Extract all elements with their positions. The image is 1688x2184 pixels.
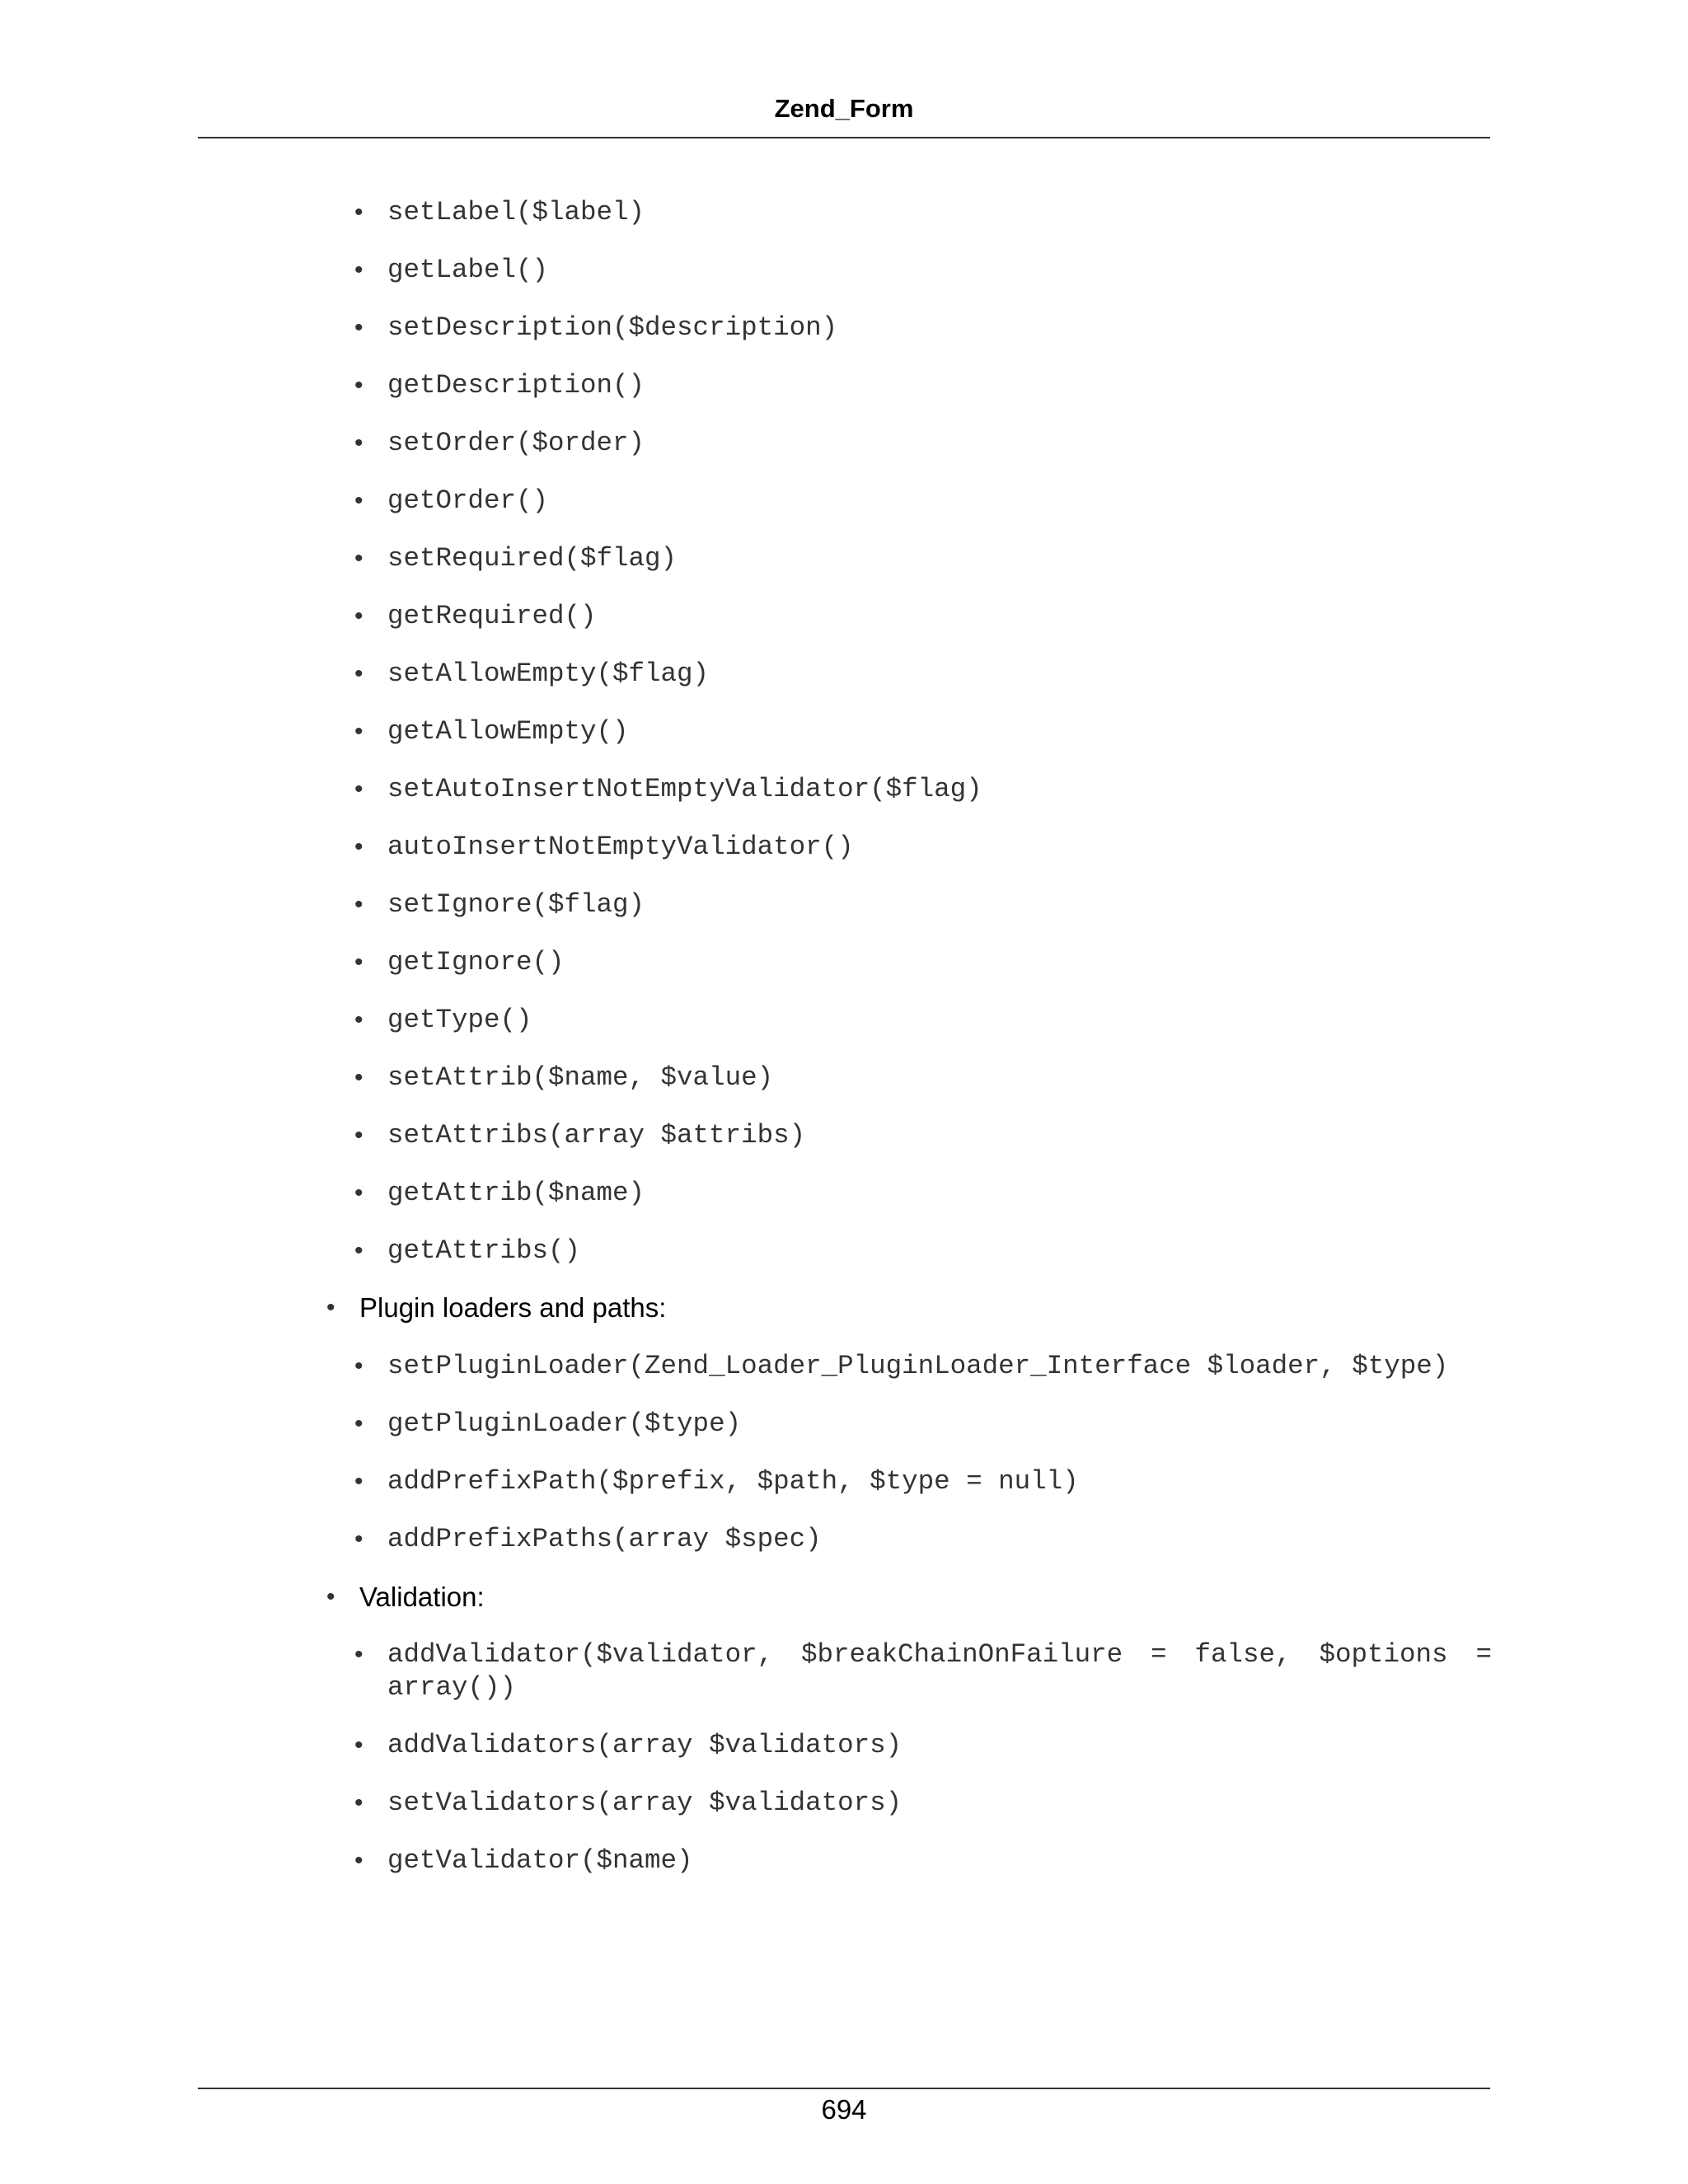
bullet: • <box>354 1641 363 1668</box>
bullet: • <box>354 256 363 284</box>
bullet: • <box>354 1732 363 1759</box>
method-signature: setAttribs(array $attribs) <box>387 1120 806 1151</box>
bullet: • <box>354 545 363 572</box>
bullet: • <box>354 660 363 687</box>
bullet: • <box>354 487 363 514</box>
method-signature: getLabel() <box>387 255 549 285</box>
bullet: • <box>326 1294 335 1321</box>
page-header-title: Zend_Form <box>774 94 914 123</box>
method-signature: setRequired($flag) <box>387 543 678 574</box>
section-label: Plugin loaders and paths: <box>359 1292 667 1323</box>
method-signature: getValidator($name) <box>387 1845 693 1876</box>
method-signature: addValidator($validator, $breakChainOnFailure = false, $options = array()) <box>387 1639 1492 1703</box>
method-signature: addValidators(array $validators) <box>387 1730 903 1760</box>
bullet: • <box>354 1352 363 1380</box>
bullet: • <box>354 1847 363 1874</box>
bullet: • <box>354 1122 363 1149</box>
bullet: • <box>354 1410 363 1437</box>
method-signature: getAllowEmpty() <box>387 716 629 747</box>
method-signature: setValidators(array $validators) <box>387 1788 903 1818</box>
bullet: • <box>354 1789 363 1816</box>
method-signature: setIgnore($flag) <box>387 889 645 920</box>
bullet: • <box>354 1064 363 1091</box>
list-item <box>354 1844 693 1976</box>
page-number: 694 <box>821 2094 867 2125</box>
method-signature: getOrder() <box>387 485 549 516</box>
method-signature: setOrder($order) <box>387 428 645 458</box>
bullet: • <box>354 199 363 226</box>
bullet: • <box>354 949 363 976</box>
method-signature: setDescription($description) <box>387 312 838 343</box>
bullet: • <box>354 602 363 630</box>
method-signature: addPrefixPaths(array $spec) <box>387 1524 822 1554</box>
bullet: • <box>354 314 363 341</box>
section-label: Validation: <box>359 1582 485 1612</box>
method-signature: getIgnore() <box>387 947 565 977</box>
bullet: • <box>354 1179 363 1207</box>
method-signature: getAttribs() <box>387 1235 581 1266</box>
method-signature: setPluginLoader(Zend_Loader_PluginLoader_Interface $loader, $type) <box>387 1351 1449 1381</box>
bullet: • <box>354 833 363 860</box>
bullet: • <box>354 429 363 457</box>
method-signature: getPluginLoader($type) <box>387 1408 742 1439</box>
bullet: • <box>354 1006 363 1033</box>
bullet: • <box>354 776 363 803</box>
bullet: • <box>354 372 363 399</box>
method-signature: addPrefixPath($prefix, $path, $type = null) <box>387 1466 1079 1497</box>
footer-divider <box>198 2088 1490 2089</box>
method-signature: getRequired() <box>387 601 597 631</box>
bullet: • <box>354 718 363 745</box>
bullet: • <box>354 891 363 918</box>
method-signature: autoInsertNotEmptyValidator() <box>387 832 854 862</box>
method-signature: setAttrib($name, $value) <box>387 1062 774 1093</box>
method-signature: getType() <box>387 1005 532 1035</box>
method-signature: setAutoInsertNotEmptyValidator($flag) <box>387 774 982 804</box>
method-signature: getAttrib($name) <box>387 1178 645 1208</box>
bullet: • <box>326 1583 335 1610</box>
method-signature: setLabel($label) <box>387 197 645 227</box>
method-signature: getDescription() <box>387 370 645 401</box>
method-signature: setAllowEmpty($flag) <box>387 658 710 689</box>
bullet: • <box>354 1468 363 1495</box>
bullet: • <box>354 1526 363 1553</box>
bullet: • <box>354 1237 363 1264</box>
